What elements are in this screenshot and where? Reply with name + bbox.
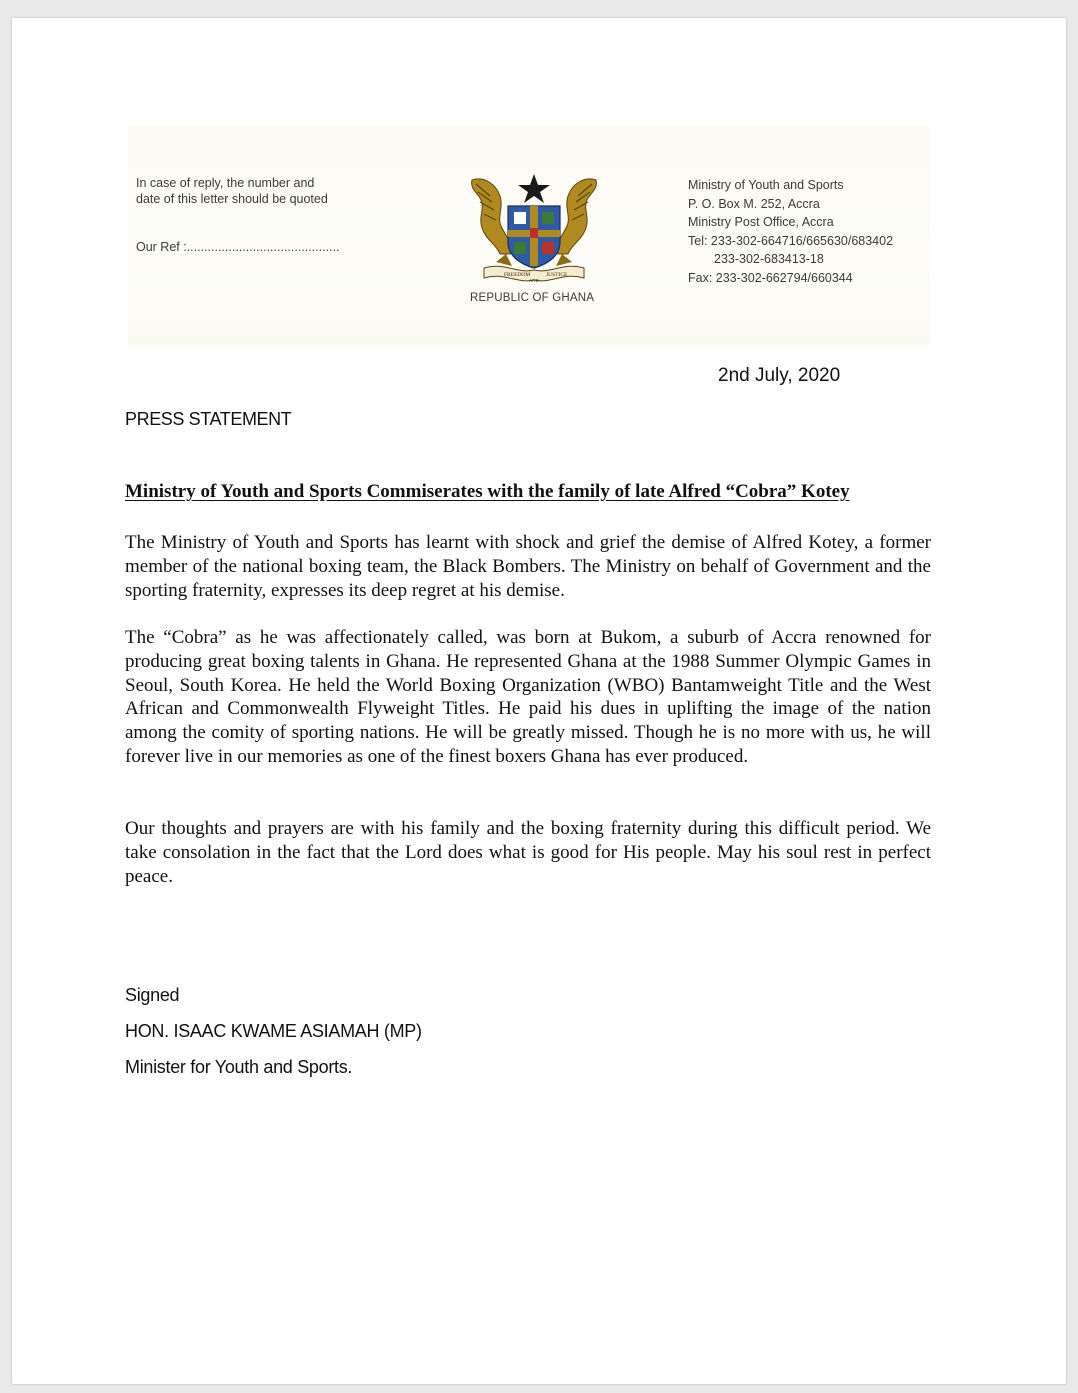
motto-right: JUSTICE [546,272,568,278]
crest-caption: REPUBLIC OF GHANA [470,292,595,304]
body-paragraph-1: The Ministry of Youth and Sports has learnt with shock and grief the demise of Alfred Kotey, a former member of the national boxing team, the Black Bombers. The Ministry on behalf of Government and the sporting fraternity, expresses its deep regret at his demise. [125,532,931,601]
address-line-3: Ministry Post Office, Accra [688,215,834,229]
address-tel: Tel: 233-302-664716/665630/683402 [688,233,894,248]
statement-headline: Ministry of Youth and Sports Commiserates with the family of late Alfred “Cobra” Kotey [125,481,850,502]
black-star-icon [518,174,550,203]
motto-left: FREEDOM [504,272,531,278]
address-fax: Fax: 233-302-662794/660344 [688,270,853,285]
signatory-title: Minister for Youth and Sports. [125,1057,353,1077]
body-paragraph-2: The “Cobra” as he was affectionately called, was born at Bukom, a suburb of Accra renowned for producing great boxing talents in Ghana. He represented Ghana at the 1988 Summer Olympic Games in Seoul, South Korea. He held the World Boxing Organization (WBO) Bantamweight Title and the West African and Commonwealth Flyweight Titles. He paid his dues in uplifting the image of the nation among the comity of sporting nations. He will be greatly missed. Though he is no more with us, he will forever live in our memories as one of the finest boxers Ghana has ever produced. [125,627,931,767]
reply-note-line-2: date of this letter should be quoted [136,191,328,206]
statement-date: 2nd July, 2020 [718,365,841,386]
address-tel-2: 233-302-683413-18 [714,252,824,266]
press-statement-label: PRESS STATEMENT [125,409,292,429]
reply-instruction [136,176,328,207]
motto-mid: AND [529,278,539,283]
signatory-name: HON. ISAAC KWAME ASIAMAH (MP) [125,1021,422,1041]
left-eagle-icon [472,179,512,266]
right-eagle-icon [556,179,596,266]
signed-label: Signed [125,985,180,1005]
reply-note-line-1: In case of reply, the number and [136,176,315,190]
body-paragraph-3: Our thoughts and prayers are with his family and the boxing fraternity during this difficult period. We take consolation in the fact that the Lord does what is good for His people. May his soul rest in perfect peace. [125,818,931,887]
address-line-1: Ministry of Youth and Sports [688,178,844,192]
ministry-address [688,176,893,287]
our-ref-field: Our Ref :............................................ [136,240,340,254]
address-line-2: P. O. Box M. 252, Accra [688,196,820,211]
shield-icon [508,206,560,268]
ghana-coat-of-arms-icon [466,170,602,286]
